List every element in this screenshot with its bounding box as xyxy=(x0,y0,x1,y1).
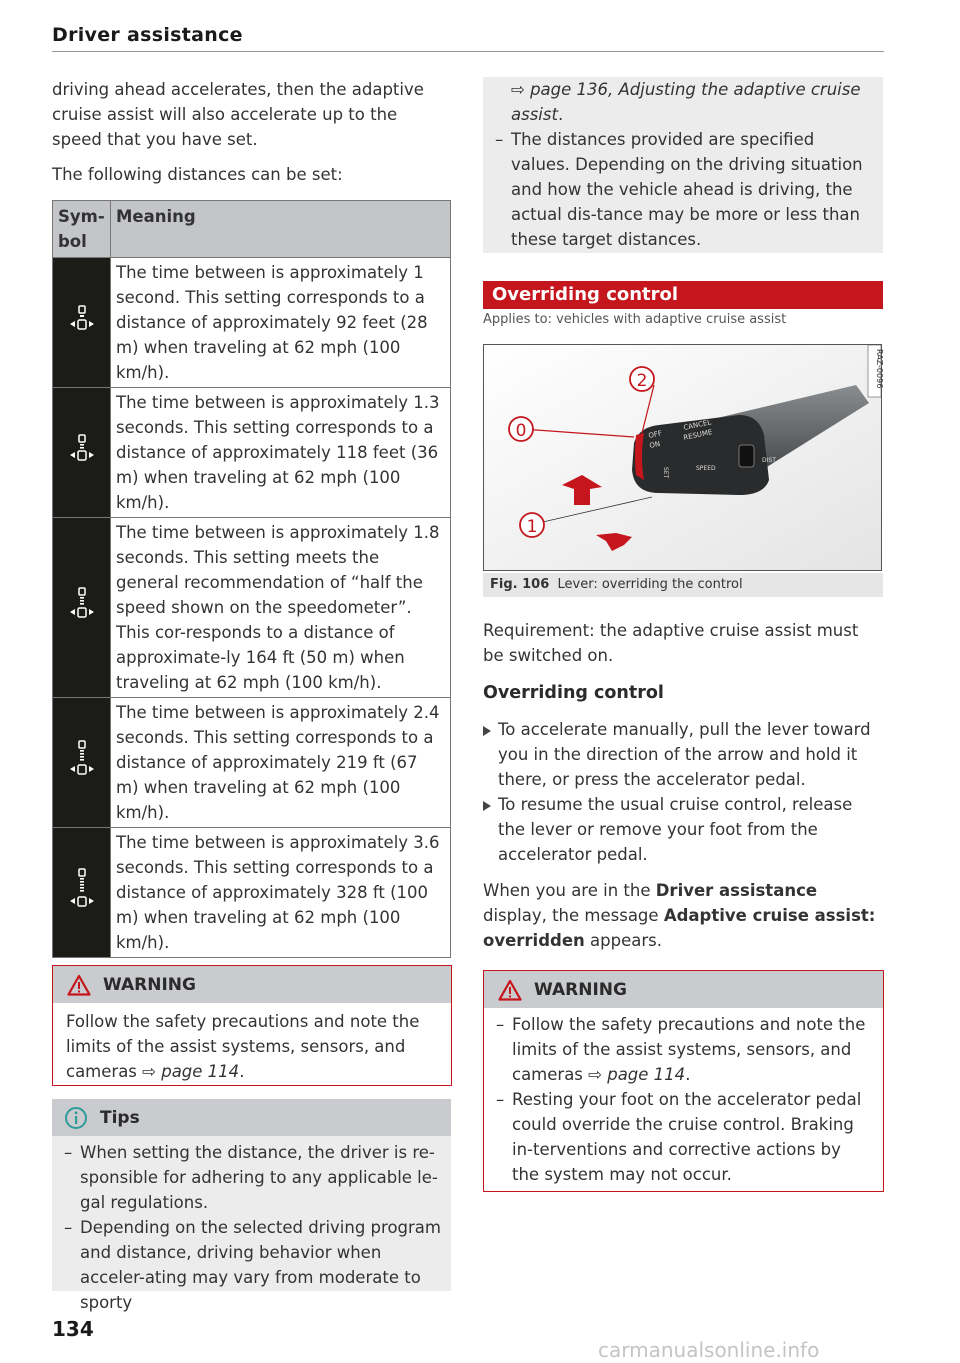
tips-box xyxy=(52,1099,451,1312)
lever-off-label: OFF xyxy=(647,429,663,440)
lever-dist-label: DIST xyxy=(762,457,776,464)
distance-1-icon xyxy=(53,258,111,388)
distance-2-icon xyxy=(53,388,111,518)
tips-header xyxy=(52,1099,451,1136)
table-row xyxy=(53,258,451,388)
distance-5-icon xyxy=(53,828,111,958)
callout-0-label: 0 xyxy=(515,421,527,441)
page-114-link[interactable]: ⇨ page 114 xyxy=(588,1065,686,1084)
tip-item: – When setting the distance, the driver is re-sponsible for adhering to any applicable le-gal regulations. xyxy=(52,1140,451,1215)
callout-1-label: 1 xyxy=(526,517,538,537)
table-row xyxy=(53,388,451,518)
warning-triangle-icon xyxy=(67,974,91,996)
note-box xyxy=(483,77,883,253)
warning-item: – Follow the safety precautions and note the limits of the assist systems, sensors, and cameras ⇨ page 114. xyxy=(484,1012,873,1087)
lever-cancel-label: CANCEL xyxy=(682,418,712,432)
callout-2-label: 2 xyxy=(636,371,648,391)
warning-header xyxy=(484,971,883,1008)
warning-box-right xyxy=(483,970,884,1192)
table-row xyxy=(53,698,451,828)
page-number: 134 xyxy=(52,1317,94,1341)
lever-illustration xyxy=(484,345,884,570)
lever-on-label: ON xyxy=(648,439,661,450)
figure-code: RAZ-0096 xyxy=(875,349,884,389)
lever-resume-label: RESUME xyxy=(682,428,714,442)
section-title: Overriding control xyxy=(483,281,883,309)
warning-text: Follow the safety precautions and note the limits of the assist systems, sensors, and cameras ⇨ page 114. xyxy=(66,1012,420,1081)
info-icon xyxy=(64,1106,88,1130)
page-header-title: Driver assistance xyxy=(52,24,243,46)
distances-lead: The following distances can be set: xyxy=(52,165,343,184)
table-row xyxy=(53,518,451,698)
steps-list xyxy=(483,717,883,867)
table-header-symbol: Sym-bol xyxy=(53,201,111,258)
warning-triangle-icon xyxy=(498,979,522,1001)
warning-header xyxy=(53,966,451,1003)
requirement-text: Requirement: the adaptive cruise assist must be switched on. xyxy=(483,621,859,665)
distance-3-icon xyxy=(53,518,111,698)
table-cell-meaning: The time between is approximately 1 second. This setting corresponds to a distance of approximately 92 feet (28 m) when traveling at 62 mph (100 km/h). xyxy=(111,258,451,388)
table-cell-meaning: The time between is approximately 3.6 seconds. This setting corresponds to a distance of approximately 328 ft (100 m) when traveling at 62 mph (100 km/h). xyxy=(111,828,451,958)
table-cell-meaning: The time between is approximately 1.3 seconds. This setting corresponds to a distance of approximately 118 feet (36 m) when traveling at 62 mph (100 km/h). xyxy=(111,388,451,518)
lever-speed-label: SPEED xyxy=(696,465,716,472)
table-header-meaning: Meaning xyxy=(111,201,451,258)
lever-set-label: SET xyxy=(662,467,669,479)
table-row xyxy=(53,828,451,958)
page-114-link[interactable]: ⇨ page 114 xyxy=(142,1062,240,1081)
distance-4-icon xyxy=(53,698,111,828)
overriding-subheading: Overriding control xyxy=(483,683,664,703)
table-cell-meaning: The time between is approximately 2.4 seconds. This setting corresponds to a distance of approximately 219 ft (67 m) when traveling at 62 mph (100 km/h). xyxy=(111,698,451,828)
tip-item: – Depending on the selected driving program and distance, driving behavior when acceler-ating may vary from moderate to sporty xyxy=(52,1215,451,1315)
step-item: To resume the usual cruise control, release the lever or remove your foot from the accelerator pedal. xyxy=(483,792,883,867)
watermark: carmanualsonline.info xyxy=(598,1338,820,1362)
tips-title: Tips xyxy=(100,1107,140,1128)
lever-figure xyxy=(483,344,882,571)
note-item: – The distances provided are specified values. Depending on the driving situation and how the vehicle ahead is driving, the actual dis-tance may be more or less than these target distances. xyxy=(483,127,883,252)
table-cell-meaning: The time between is approximately 1.8 seconds. This setting meets the general recommendation of “half the speed shown on the speedometer”. This cor-responds to a distance of approximate-ly 164 ft (50 m) when traveling at 62 mph (100 km/h). xyxy=(111,518,451,698)
display-message-text: When you are in the Driver assistance display, the message Adaptive cruise assist: overridden appears. xyxy=(483,881,876,950)
warning-item: – Resting your foot on the accelerator pedal could override the cruise control. Braking in-terventions and corrective actions by the system may not occur. xyxy=(484,1087,873,1187)
warning-title: WARNING xyxy=(534,979,627,1000)
header-divider xyxy=(52,51,884,52)
warning-box-left xyxy=(52,965,452,1086)
figure-caption: Fig. 106 Lever: overriding the control xyxy=(483,573,883,597)
step-item: To accelerate manually, pull the lever toward you in the direction of the arrow and hold it there, or press the accelerator pedal. xyxy=(483,717,883,792)
intro-paragraph: driving ahead accelerates, then the adaptive cruise assist will also accelerate up to the speed that you have set. xyxy=(52,80,424,149)
applies-to: Applies to: vehicles with adaptive cruise assist xyxy=(483,312,787,327)
distance-table xyxy=(52,200,451,958)
page-136-link[interactable]: ⇨ page 136, Adjusting the adaptive cruise assist xyxy=(511,80,861,124)
warning-title: WARNING xyxy=(103,974,196,995)
note-ref: ⇨ page 136, Adjusting the adaptive cruise assist. xyxy=(511,80,861,124)
